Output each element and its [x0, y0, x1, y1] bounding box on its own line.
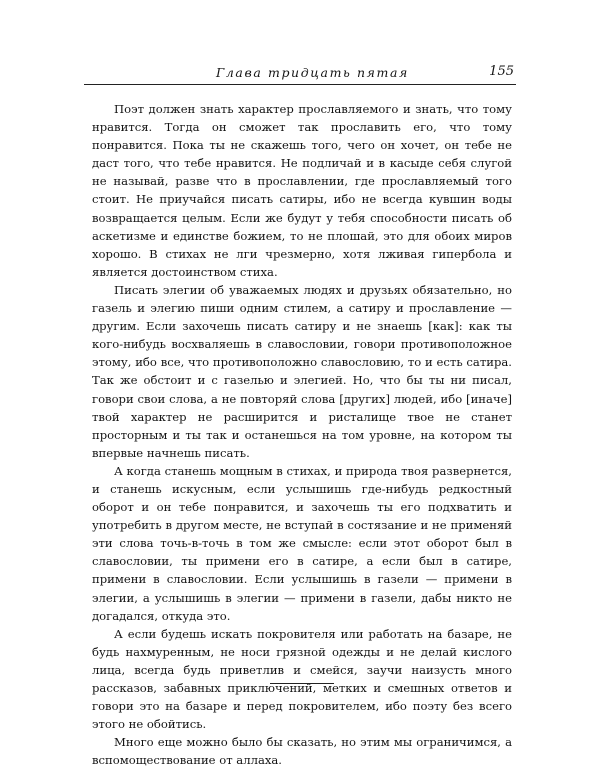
paragraph: А когда станешь мощным в стихах, и природа твоя развернется, и станешь искусным, если услышишь где-нибудь редкостный оборот и он тебе понравится, и захочешь ты его подхватить и употребить в другом месте, не вступай в состязание и не применяй эти слова точь-в-точь в том же смысле: если этот оборот был в славословии, ты примени его в сатире, а если был в сатире, примени в славословии. Если услышишь в газели — примени в элегии, а услышишь в элегии — примени в газели, дабы никто не догадался, откуда это. [92, 463, 512, 623]
page-number: 155 [489, 64, 514, 79]
end-of-chapter-rule [270, 683, 334, 684]
paragraph: Писать элегии об уважаемых людях и друзьях обязательно, но газель и элегию пиши одним стилем, а сатиру и прославление — другим. Если захочешь писать сатиру и не знаешь [как]: как ты кого-нибудь восхваляешь в славословии, говори противоположное этому, ибо все, что противоположно славословию, то и есть сатира. Так же обстоит и с газелью и элегией. Но, что бы ты ни писал, говори свои слова, а не повторяй слова [других] людей, ибо [иначе] твой характер не расширится и ристалище твое не станет просторным и ты так и останешься на том уровне, на котором ты впервые начнешь писать. [92, 282, 512, 460]
running-header [84, 62, 516, 85]
running-title: Глава тридцать пятая [216, 65, 409, 80]
paragraph: Поэт должен знать характер прославляемого и знать, что тому нравится. Тогда он сможет так прославить его, что тому понравится. Пока ты не скажешь того, чего он хочет, он тебе не даст того, что тебе нравится. Не подличай и в касыде себя слугой не называй, разве что в прославлении, где прославляемый того стоит. Не приучайся писать сатиры, ибо не всегда кувшин воды возвращается целым. Если же будут у тебя способности писать об аскетизме и единстве божием, то не плошай, это для обоих миров хорошо. В стихах не лги чрезмерно, хотя лживая гипербола и является достоинством стиха. [92, 102, 512, 279]
body-text [92, 100, 512, 769]
paragraph: А если будешь искать покровителя или работать на базаре, не будь нахмуренным, не носи грязной одежды и не делай кислого лица, всегда будь приветлив и смейся, заучи наизусть много рассказов, забавных приключений, метких и смешных ответов и говори это на базаре и перед покровителем, ибо поэту без всего этого не обойтись. [92, 626, 512, 732]
paragraph: Много еще можно было бы сказать, но этим мы ограничимся, а вспомоществование от аллаха. [92, 735, 512, 768]
